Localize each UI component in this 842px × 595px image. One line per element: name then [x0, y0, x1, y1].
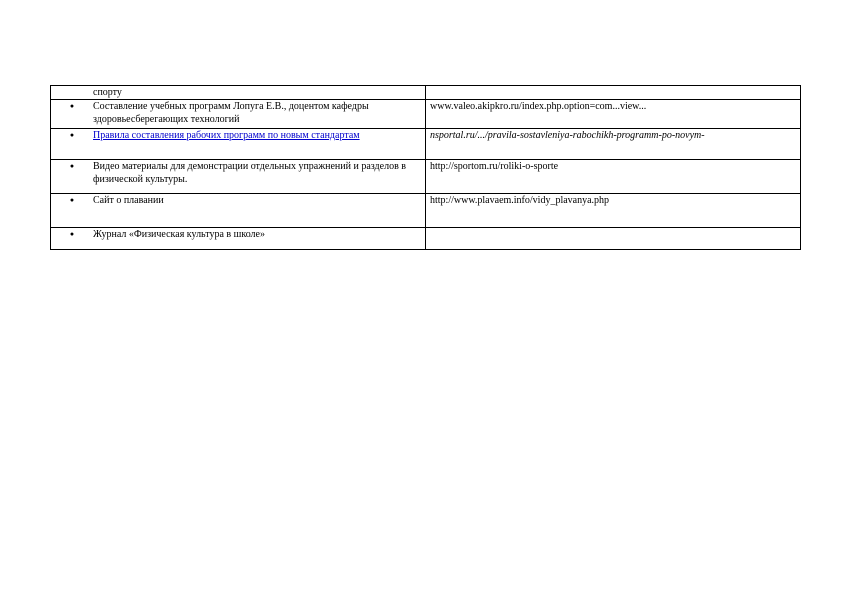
description-text: Составление учебных программ Лопуга Е.В., доцентом кафедры здоровьесберегающих технологий — [93, 101, 369, 125]
resources-table — [50, 85, 801, 250]
table-cell-url — [426, 86, 801, 100]
table-cell-url — [426, 228, 801, 250]
table-row — [51, 86, 801, 100]
bullet-icon: ● — [69, 196, 75, 204]
table-cell-description — [51, 228, 426, 250]
bullet-icon — [51, 86, 93, 99]
table-cell-description — [51, 194, 426, 228]
table-cell-url: http://www.plavaem.info/vidy_plavanya.php — [426, 194, 801, 228]
table-cell-description — [51, 86, 426, 100]
description-text: Сайт о плавании — [93, 195, 164, 206]
bullet-icon: ● — [69, 102, 75, 110]
table-row — [51, 160, 801, 194]
table-cell-description — [51, 129, 426, 160]
bullet-icon: ● — [69, 131, 75, 139]
table-cell-description — [51, 160, 426, 194]
description-text: Видео материалы для демонстрации отдельных упражнений и разделов в физической культуры. — [93, 161, 407, 185]
description-text: Журнал «Физическая культура в школе» — [93, 229, 265, 240]
table-cell-url: http://sportom.ru/roliki-o-sporte — [426, 160, 801, 194]
table-row — [51, 194, 801, 228]
table-cell-description — [51, 100, 426, 129]
table-cell-url: www.valeo.akipkro.ru/index.php.option=com...view... — [426, 100, 801, 129]
bullet-icon: ● — [69, 162, 75, 170]
table-row — [51, 100, 801, 129]
table-cell-url: nsportal.ru/.../pravila-sostavleniya-rabochikh-programm-po-novym- — [426, 129, 801, 160]
table-row — [51, 228, 801, 250]
rules-link[interactable]: Правила составления рабочих программ по новым стандартам — [93, 130, 360, 141]
table-row — [51, 129, 801, 160]
bullet-icon: ● — [69, 230, 75, 238]
description-text: спорту — [93, 87, 122, 98]
